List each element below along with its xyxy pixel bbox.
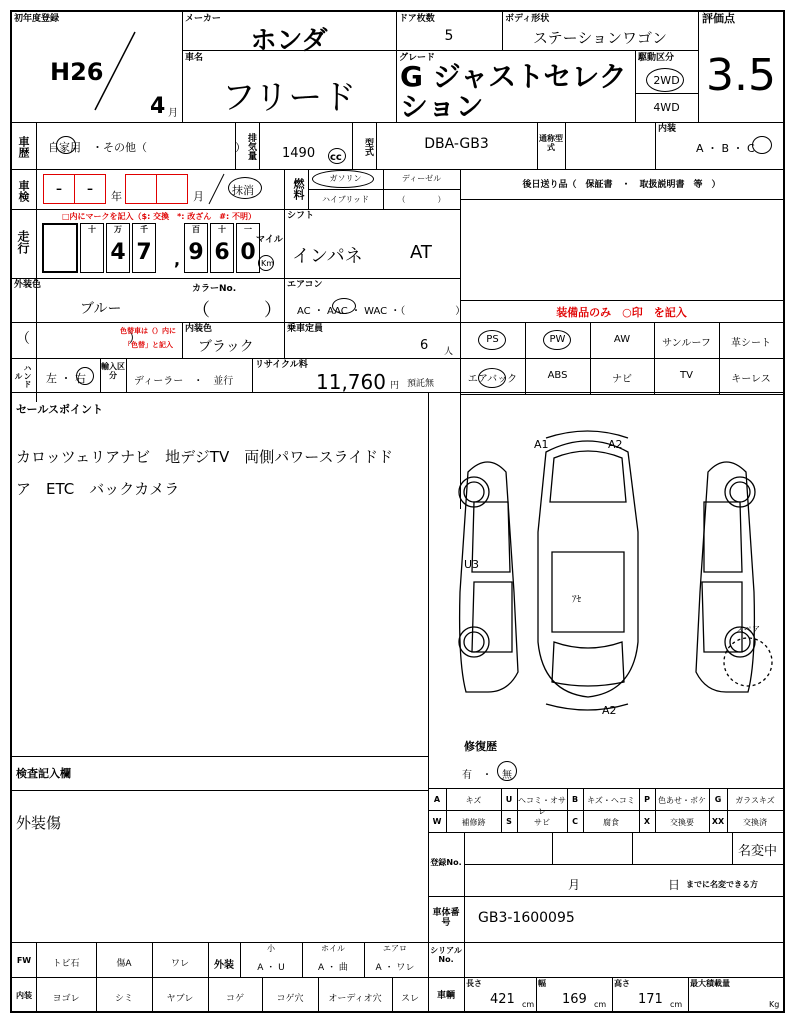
mileage-km: Km <box>261 259 275 268</box>
legend-code: P <box>644 795 650 804</box>
chassis-label: 車体番号 <box>432 908 460 928</box>
interior-item: シミ <box>114 994 133 1004</box>
repair-label: 修復歴 <box>464 740 497 753</box>
legend-code: U <box>505 795 513 804</box>
fw-item: ワレ <box>170 959 189 969</box>
grade-value: 3.5 <box>706 50 776 101</box>
serial-label: シリアルNo. <box>430 946 462 964</box>
fw-label: FW <box>16 956 32 965</box>
drive-2wd: 2WD <box>653 74 680 87</box>
equipment-item: ナビ <box>612 374 632 385</box>
interior-color-label: 内装色 <box>185 324 213 334</box>
legend-code: XX <box>711 817 725 826</box>
first-reg-month: 4 <box>150 94 166 119</box>
interior-item: コゲ <box>225 994 244 1004</box>
drive-2wd-circle <box>646 68 684 92</box>
inspection-box-4 <box>156 174 188 204</box>
recycle-value: 11,760 <box>316 370 386 394</box>
equipment-header: 装備品のみ ○印 を記入 <box>556 306 687 319</box>
mileage-unit-label: 万 <box>114 225 122 234</box>
import-value: ディーラー ・ 並行 <box>134 376 234 387</box>
inspection-box-3 <box>125 174 157 204</box>
auction-sheet <box>10 10 785 1013</box>
width-label: 幅 <box>538 979 546 988</box>
damage-a2-bottom: A2 <box>602 704 617 717</box>
mileage-label: 走行 <box>16 230 30 254</box>
fuel-label: 燃料 <box>292 178 305 200</box>
drive-4wd: 4WD <box>653 101 680 114</box>
doors-value: 5 <box>444 28 454 44</box>
mileage-digit: 7 <box>136 240 152 265</box>
color-change-paren: （ ） <box>16 331 142 347</box>
color-change-note-2: 「色替」と記入 <box>124 341 173 349</box>
handle-right-circle <box>76 367 94 385</box>
small-value: A ・ U <box>257 963 285 973</box>
name-change: 名変中 <box>738 844 778 859</box>
aero-value: A ・ ワレ <box>375 963 415 973</box>
legend-desc: 色あせ・ボケ <box>658 796 706 805</box>
legend-code: A <box>433 795 441 804</box>
handle-label: ハンドル <box>14 364 32 388</box>
color-no: （ ） <box>192 300 282 321</box>
legend-desc: ヘコミ・オサレ <box>518 796 566 816</box>
inspection-expired: 抹消 <box>232 184 254 197</box>
dims-label: 車輌 <box>436 991 455 1001</box>
legend-desc: キズ <box>465 796 482 805</box>
equipment-circle <box>478 368 506 388</box>
legend-desc: 交換済 <box>743 818 767 827</box>
equipment-item: PS <box>486 334 499 345</box>
doors-label: ドア枚数 <box>399 14 435 24</box>
interior-grade-value: A ・ B ・ C <box>696 142 755 155</box>
width-value: 169 <box>562 992 587 1007</box>
history-label: 車歴 <box>17 136 30 158</box>
inspection-notes-text: 外装傷 <box>16 814 62 832</box>
capacity-label: 乗車定員 <box>287 324 324 334</box>
length-unit: cm <box>522 1000 535 1009</box>
divider <box>536 977 537 1013</box>
ac-value: AC ・ AAC ・ WAC ・（ ） <box>297 306 466 317</box>
fuel-other: （ ） <box>397 195 446 204</box>
divider <box>612 977 613 1013</box>
height-label: 高さ <box>614 979 630 988</box>
displacement-value: 1490 <box>282 146 316 161</box>
width-unit: cm <box>594 1000 607 1009</box>
equipment-item: TV <box>680 370 693 381</box>
legend-desc: 補修跡 <box>461 818 486 827</box>
mileage-digit: 4 <box>110 240 126 265</box>
capacity-unit: 人 <box>444 347 454 357</box>
maker-label: メーカー <box>185 14 221 24</box>
registration-label: 登録No. <box>430 858 462 867</box>
legend-code: B <box>571 795 579 804</box>
mileage-unit-label: 千 <box>140 225 148 234</box>
displacement-label: 排気量 <box>246 132 256 160</box>
fuel-gasoline: ガソリン <box>329 174 362 183</box>
load-label: 最大積載量 <box>690 979 730 988</box>
equipment-circle <box>543 330 571 350</box>
slash-mark <box>90 30 140 112</box>
mileage-digit: 0 <box>240 240 256 265</box>
maker-value: ホンダ <box>250 26 328 56</box>
height-value: 171 <box>638 992 663 1007</box>
shift-label: シフト <box>287 211 315 221</box>
legend-code: G <box>714 795 722 804</box>
registration-day: 日 <box>668 878 681 892</box>
sales-point-line1: カロッツェリアナビ 地デジTV 両側パワースライドド <box>16 448 394 466</box>
legend-code: S <box>506 817 512 826</box>
drive-label: 駆動区分 <box>638 53 675 63</box>
interior-grade-circle <box>752 136 772 154</box>
registration-deadline: までに名変できる方 <box>686 880 758 889</box>
inspection-dash-1: - <box>55 178 63 199</box>
wheel-label: ホイル <box>321 944 345 953</box>
inspection-dash-2: - <box>86 178 94 199</box>
cc-circle <box>328 148 346 164</box>
first-reg-era: H26 <box>50 58 104 86</box>
wheel-value: A ・ 曲 <box>318 963 348 973</box>
import-label: 輸入区分 <box>101 362 125 380</box>
interior-item: コゲ穴 <box>276 994 304 1004</box>
damage-u3: U3 <box>464 558 480 571</box>
history-private-circle <box>56 136 76 154</box>
divider <box>464 977 465 1013</box>
recycle-label: リサイクル料 <box>255 360 308 370</box>
exterior-color: ブルー <box>80 301 122 317</box>
inspection-slash <box>206 172 226 206</box>
interior-item: ヤブレ <box>166 994 194 1004</box>
equipment-item: AW <box>613 334 631 345</box>
body-label: ボディ形状 <box>505 14 550 24</box>
exterior-bottom-label: 外装 <box>214 960 234 971</box>
expired-circle <box>228 177 262 199</box>
inspection-month-unit: 月 <box>193 190 204 203</box>
recycle-yen: 円 <box>390 381 400 391</box>
grade-name-line1: G ジャストセレク <box>400 60 627 93</box>
equipment-item: 革シート <box>731 338 771 349</box>
small-label: 小 <box>267 944 275 953</box>
km-circle <box>258 255 274 271</box>
legend-desc: 交換要 <box>670 818 694 827</box>
divider <box>688 977 689 1013</box>
inspection-label: 車検 <box>17 180 30 202</box>
fuel-hybrid: ハイブリッド <box>321 195 370 204</box>
mileage-mark-box <box>42 223 78 273</box>
legend-code: X <box>643 817 651 826</box>
equipment-item: エアバック <box>467 374 518 385</box>
mileage-digit: 6 <box>214 240 230 265</box>
legend-desc: サビ <box>534 818 550 827</box>
recycle-deposit: 預託無 <box>407 379 435 389</box>
length-value: 421 <box>490 992 515 1007</box>
legend-desc: キズ・ヘコミ <box>587 796 635 805</box>
shift-position: インパネ <box>292 246 363 267</box>
name-label: 車名 <box>185 53 204 63</box>
legend-code: C <box>572 817 578 826</box>
name-value: フリード <box>221 78 357 118</box>
repair-none-circle <box>497 761 517 781</box>
legend-desc: ガラスキズ <box>735 796 775 805</box>
ac-circle <box>332 298 356 314</box>
equipment-item: キーレス <box>731 374 771 385</box>
inspection-notes-label: 検査記入欄 <box>16 767 71 780</box>
first-reg-label: 初年度登録 <box>14 14 60 24</box>
height-unit: cm <box>670 1000 683 1009</box>
common-model-label: 通称型式 <box>539 134 563 152</box>
handle-value: 左 ・ 右 <box>46 372 86 385</box>
mileage-digit: 9 <box>188 240 204 265</box>
interior-item: オーディオ穴 <box>328 994 382 1004</box>
equipment-circle <box>478 330 506 350</box>
interior-grade-label: 内装 <box>658 124 677 134</box>
chassis-value: GB3-1600095 <box>478 910 575 926</box>
car-damage-diagram <box>428 392 784 727</box>
equipment-item: PW <box>549 334 566 345</box>
spare-label: スペア <box>736 625 760 634</box>
damage-a1: A1 <box>534 438 549 451</box>
inspection-year-unit: 年 <box>111 190 122 203</box>
model-label: 型式 <box>363 138 373 156</box>
repair-value: 有 ・ 無 <box>462 770 512 781</box>
mileage-unit-label: 十 <box>218 225 226 234</box>
displacement-unit: cc <box>330 152 342 163</box>
interior-color: ブラック <box>198 339 254 355</box>
ac-label: エアコン <box>287 280 323 290</box>
equipment-item: ABS <box>547 370 568 381</box>
mileage-unit-label: 百 <box>192 225 200 234</box>
legend-code: W <box>432 817 442 826</box>
interior-item: ヨゴレ <box>52 994 80 1004</box>
mileage-mile: マイル <box>256 235 283 245</box>
grade-name-label: グレード <box>399 53 436 63</box>
damage-center: ｱｾ <box>572 595 582 605</box>
fuel-diesel: ディーゼル <box>401 174 442 183</box>
sales-point-line2: ア ETC バックカメラ <box>16 480 180 498</box>
aero-label: エアロ <box>383 944 407 953</box>
fw-item: トビ石 <box>52 959 80 969</box>
body-value: ステーションワゴン <box>532 29 668 47</box>
sales-point-label: セールスポイント <box>16 403 104 416</box>
fuel-gasoline-circle <box>312 170 374 188</box>
color-change-note-1: 色替車は（）内に <box>120 327 176 335</box>
shift-type: AT <box>410 242 432 263</box>
load-unit: Kg <box>769 1000 780 1009</box>
equipment-item: サンルーフ <box>662 338 711 349</box>
interior-item: スレ <box>400 994 419 1004</box>
mileage-unit-label: 十 <box>88 225 96 234</box>
model-value: DBA-GB3 <box>424 136 489 152</box>
fw-item: 傷A <box>116 959 132 969</box>
color-no-label: カラーNo. <box>192 284 237 294</box>
mileage-note: □内にマークを記入（$: 交換 *: 改ざん #: 不明） <box>62 212 256 221</box>
grade-label: 評価点 <box>702 12 735 25</box>
mileage-separator: , <box>174 250 181 269</box>
capacity-value: 6 <box>420 338 429 353</box>
docs-sent-later: 後日送り品（ 保証書 ・ 取扱説明書 等 ） <box>522 180 721 190</box>
damage-a2-top: A2 <box>608 438 623 451</box>
interior-bottom-label: 内装 <box>16 991 32 1000</box>
month-unit: 月 <box>168 108 178 119</box>
grade-name-line2: ション <box>400 90 484 123</box>
history-value: 自家用 ・その他（ ） <box>48 141 246 154</box>
length-label: 長さ <box>466 979 482 988</box>
registration-month: 月 <box>568 878 581 892</box>
mileage-unit-label: 一 <box>244 225 252 234</box>
exterior-color-label: 外装色 <box>14 280 42 290</box>
legend-desc: 腐食 <box>603 818 619 827</box>
